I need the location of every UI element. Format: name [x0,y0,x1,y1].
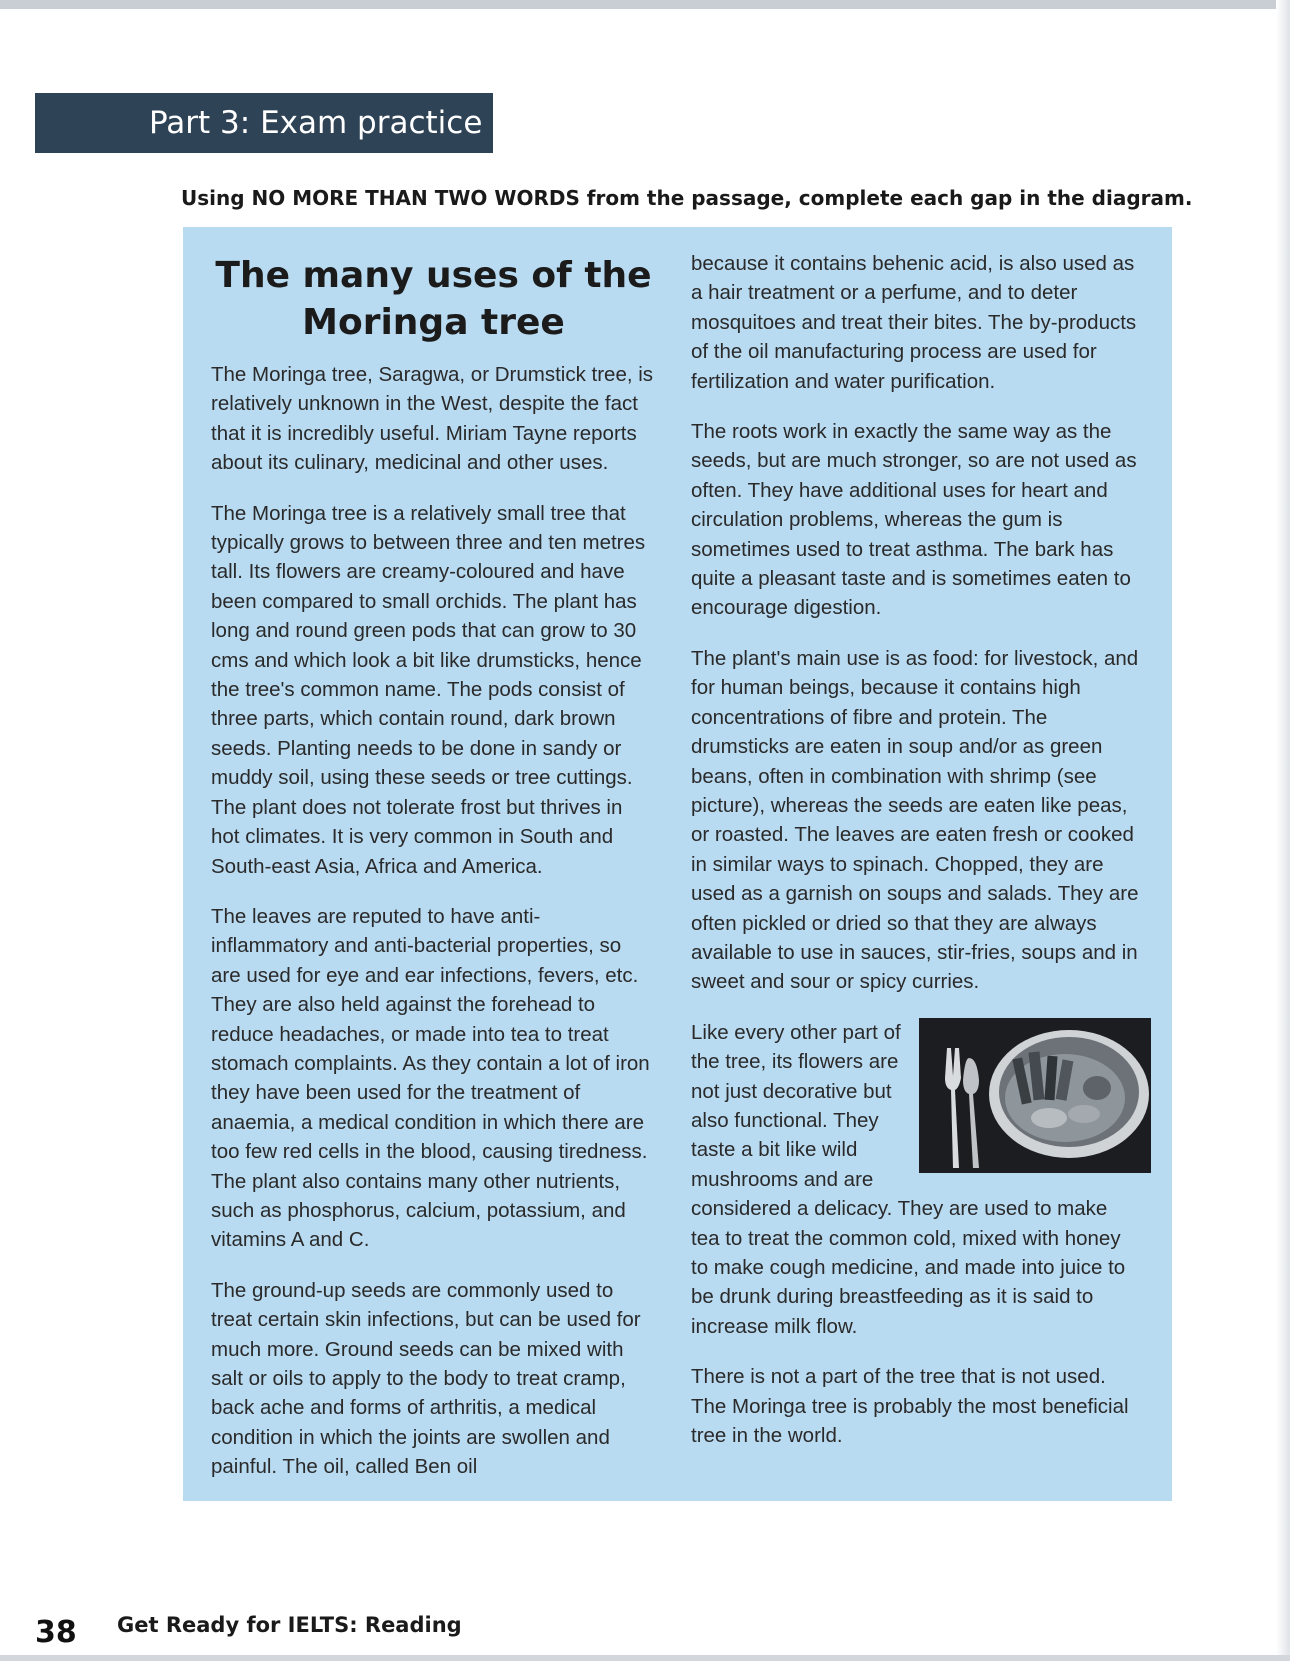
article-paragraph: The roots work in exactly the same way as the seeds, but are much stronger, so are not used as often. They have additional uses for heart and circulation problems, whereas the gum is sometimes used to treat asthma. The bark has quite a pleasant taste and is sometimes eaten to encourage digestion. [691,420,1137,620]
article-right-column [691,249,1141,1471]
flowers-paragraph-text: Like every other part of the tree, its flowers are not just decorative but also functional. They taste a bit like wild mushrooms and are considered a delicacy. They are used to make tea to treat the common cold, mixed with honey to make cough medicine, and made into juice to be drunk during breastfeeding as it is said to increase milk flow. [691,1020,1126,1338]
page-bottom-edge [0,1655,1290,1661]
article-title: The many uses of the Moringa tree [215,255,652,343]
article-paragraph: because it contains behenic acid, is also used as a hair treatment or a perfume, and to deter mosquitoes and treat their bites. The by-products of the oil manufacturing process are used for fertilization and water purification. [691,252,1137,393]
article-conclusion: There is not a part of the tree that is not used. The Moringa tree is probably the most beneficial tree in the world. [691,1365,1129,1448]
article-paragraph: The ground-up seeds are commonly used to treat certain skin infections, but can be used for much more. Ground seeds can be mixed with salt or oils to apply to the body to treat cramp, back ache and forms of arthritis, a medical condition in which the joints are swollen and painful. The oil, called Ben oil [211,1278,641,1479]
page-top-edge [0,0,1290,9]
article-panel [183,227,1172,1501]
article-paragraph: The plant's main use is as food: for livestock, and for human beings, because it contains high concentrations of fibre and protein. The drumsticks are eaten in soup and/or as green beans, often in combination with shrimp (see picture), whereas the seeds are eaten like peas, or roasted. The leaves are eaten fresh or cooked in similar ways to spinach. Chopped, they are used as a garnish on soups and salads. They are often pickled or dried so that they are always available to use in sauces, stir-fries, soups and in sweet and sour or spicy curries. [691,646,1139,994]
book-title: Get Ready for IELTS: Reading [117,1613,462,1637]
article-left-column [211,252,656,1503]
article-paragraph-with-photo [691,1018,1141,1341]
article-paragraph: The leaves are reputed to have anti-inflammatory and anti-bacterial properties, so are used for eye and ear infections, fevers, etc. They are also held against the forehead to reduce headaches, or made into tea to treat stomach complaints. As they contain a lot of iron they have been used for the treatment of anaemia, a medical condition in which there are too few red cells in the blood, causing tiredness. The plant also contains many other nutrients, such as phosphorus, calcium, potassium, and vitamins A and C. [211,904,650,1252]
exam-instruction: Using NO MORE THAN TWO WORDS from the passage, complete each gap in the diagram. [181,186,1193,210]
drumstick-soup-photo [919,1018,1151,1173]
section-banner: Part 3: Exam practice [35,93,493,153]
article-paragraph: The Moringa tree is a relatively small tree that typically grows to between three and ten metres tall. Its flowers are creamy-coloured and have been compared to small orchids. The plant has long and round green pods that can grow to 30 cms and which look a bit like drumsticks, hence the tree's common name. The pods consist of three parts, which contain round, dark brown seeds. Planting needs to be done in sandy or muddy soil, using these seeds or tree cuttings. The plant does not tolerate frost but thrives in hot climates. It is very common in South and South-east Asia, Africa and America. [211,501,646,878]
page-number: 38 [35,1615,77,1650]
page-right-edge [1276,0,1290,1661]
article-intro: The Moringa tree, Saragwa, or Drumstick tree, is relatively unknown in the West, despite the fact that it is incredibly useful. Miriam Tayne reports about its culinary, medicinal and other uses. [211,363,654,475]
